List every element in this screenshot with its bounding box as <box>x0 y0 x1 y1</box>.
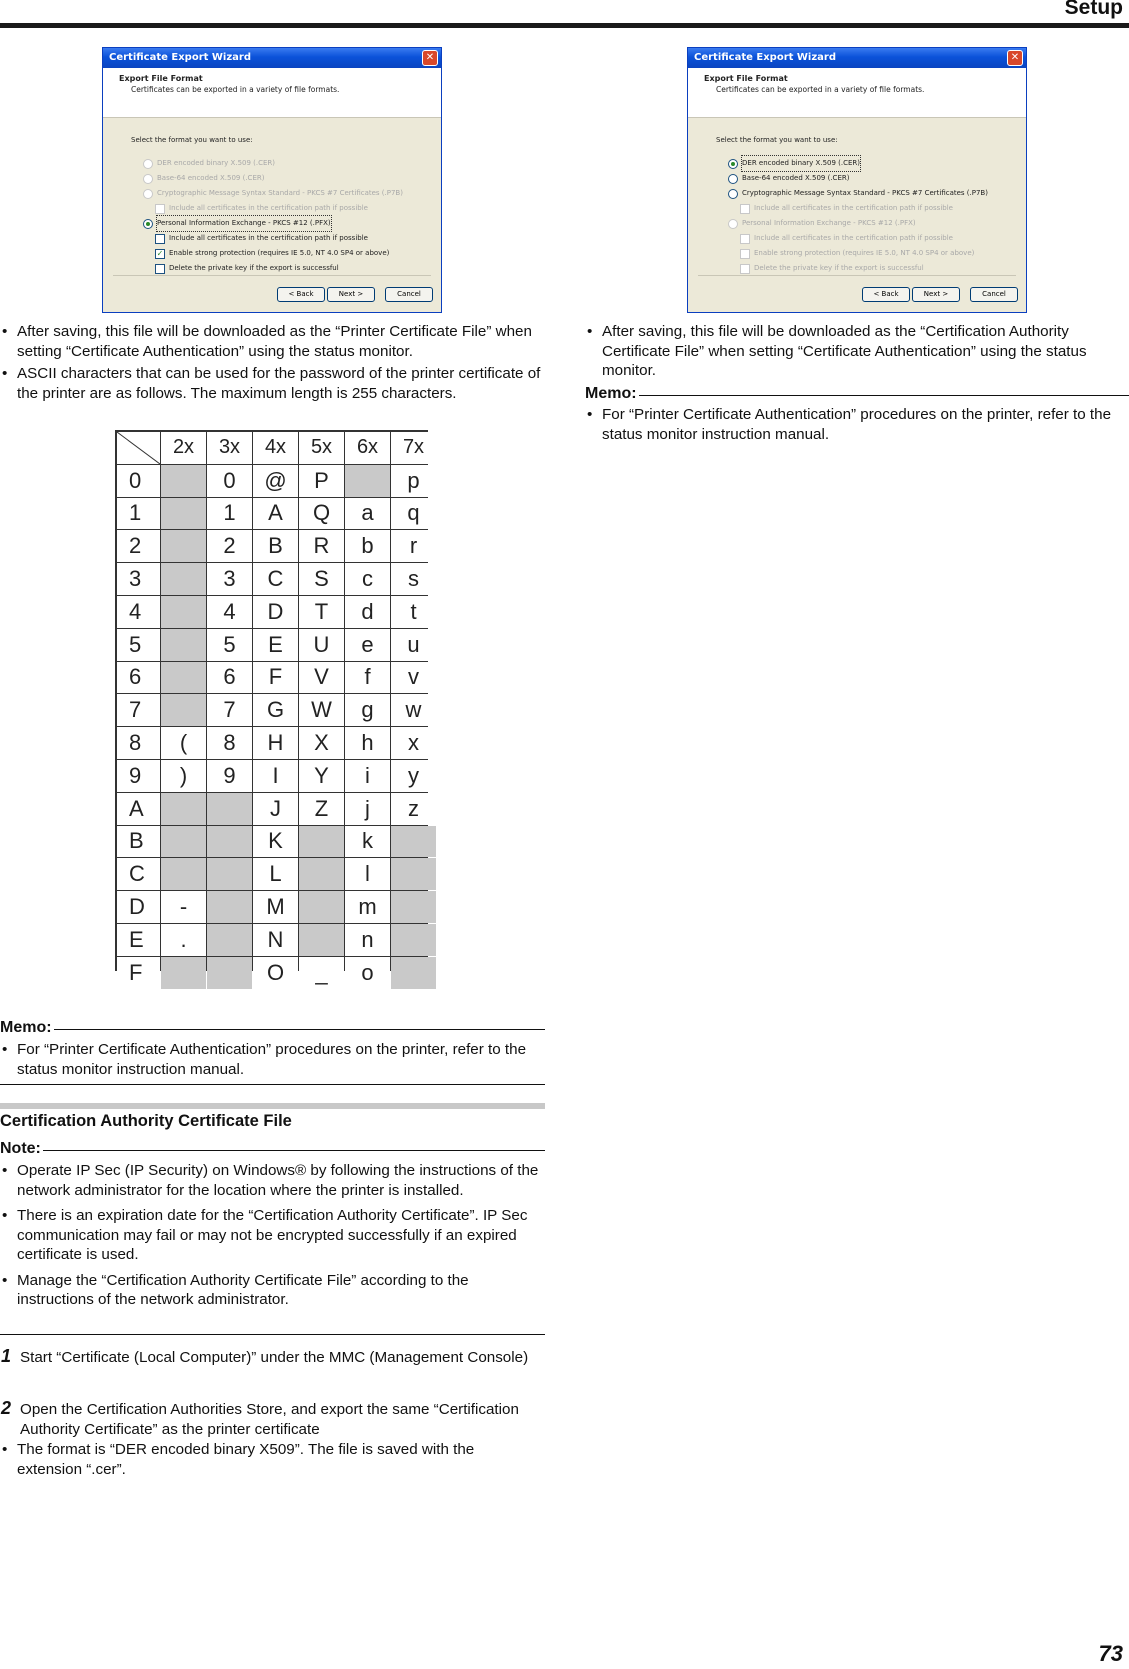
table-cell-empty <box>391 826 436 858</box>
checkbox-icon[interactable] <box>155 264 165 274</box>
export-wizard-dialog-der <box>687 47 1027 313</box>
radio-icon[interactable] <box>728 174 738 184</box>
option-include-path-p7b[interactable]: Include all certificates in the certification path if possible <box>740 201 1026 216</box>
step-text: Start “Certificate (Local Computer)” under the MMC (Management Console) <box>20 1349 529 1366</box>
table-cell: 2 <box>207 530 252 562</box>
right-bullets-top <box>585 322 1125 384</box>
table-cell-empty <box>161 957 206 989</box>
table-cell: W <box>299 694 344 726</box>
table-cell: x <box>391 727 436 759</box>
step-number: 1 <box>1 1346 12 1366</box>
table-cell-empty <box>299 826 344 858</box>
dialog-title: Certificate Export Wizard <box>109 52 252 63</box>
table-cell-empty <box>207 826 252 858</box>
table-cell: U <box>299 629 344 661</box>
ascii-character-table <box>115 430 428 985</box>
table-cell: d <box>345 596 390 628</box>
row-header: 0 <box>117 465 160 497</box>
checkbox-icon[interactable] <box>155 204 165 214</box>
table-cell: m <box>345 891 390 923</box>
table-cell: S <box>299 563 344 595</box>
back-button[interactable]: < Back <box>277 287 325 302</box>
note-bullets <box>0 1161 545 1313</box>
column-header: 6x <box>345 432 390 464</box>
header-rule <box>0 23 1129 28</box>
table-cell-empty <box>299 858 344 890</box>
step-1 <box>1 1346 540 1368</box>
bullet-item: • After saving, this file will be downloaded as the “Certification Authority Certificate File” when setting “Certificate Authentication” using the status monitor. <box>585 322 1125 381</box>
table-cell: Y <box>299 760 344 792</box>
table-cell-empty <box>207 891 252 923</box>
bullet-item: • For “Printer Certificate Authentication” procedures on the printer, refer to the status monitor instruction manual. <box>585 405 1125 444</box>
step-2 <box>1 1398 545 1439</box>
row-header: 5 <box>117 629 160 661</box>
bullet-item: • There is an expiration date for the “Certification Authority Certificate”. IP Sec communication may fail or may not be encrypted successfully if an expired certificate is used. <box>0 1206 545 1265</box>
table-cell: . <box>161 924 206 956</box>
column-header: 7x <box>391 432 436 464</box>
table-cell: 6 <box>207 662 252 694</box>
format-prompt: Select the format you want to use: <box>131 136 253 144</box>
row-header: 2 <box>117 530 160 562</box>
table-cell: @ <box>253 465 298 497</box>
table-cell: w <box>391 694 436 726</box>
radio-selected-icon[interactable] <box>143 219 153 229</box>
table-cell-empty <box>207 793 252 825</box>
table-cell-empty <box>207 858 252 890</box>
row-header: E <box>117 924 160 956</box>
table-cell-empty <box>299 891 344 923</box>
dialog-subheading: Certificates can be exported in a variety of file formats. <box>716 85 925 94</box>
table-cell-empty <box>161 530 206 562</box>
table-cell: 8 <box>207 727 252 759</box>
table-cell: J <box>253 793 298 825</box>
dialog-heading: Export File Format <box>119 74 203 83</box>
table-cell: s <box>391 563 436 595</box>
bullet-item: • Manage the “Certification Authority Certificate File” according to the instructions of the network administrator. <box>0 1271 545 1310</box>
checkbox-icon[interactable] <box>740 264 750 274</box>
dialog-header <box>688 68 1026 118</box>
row-header: B <box>117 826 160 858</box>
dialog-heading: Export File Format <box>704 74 788 83</box>
table-cell: P <box>299 465 344 497</box>
table-cell-empty <box>161 596 206 628</box>
row-header: D <box>117 891 160 923</box>
table-cell: H <box>253 727 298 759</box>
memo-label-left: Memo: <box>0 1019 545 1037</box>
row-header: C <box>117 858 160 890</box>
table-cell-empty <box>161 858 206 890</box>
table-cell: f <box>345 662 390 694</box>
memo-end-rule <box>0 1084 545 1085</box>
option-include-path-p7b[interactable]: Include all certificates in the certification path if possible <box>155 201 441 216</box>
table-cell: p <box>391 465 436 497</box>
table-cell: B <box>253 530 298 562</box>
memo-label-right: Memo: <box>585 385 1129 403</box>
table-cell: C <box>253 563 298 595</box>
row-header: 1 <box>117 498 160 530</box>
row-header: 3 <box>117 563 160 595</box>
table-cell-empty <box>207 924 252 956</box>
bullet-item: • ASCII characters that can be used for the password of the printer certificate of the printer are as follows. The maximum length is 255 characters. <box>0 364 545 403</box>
dialog-body <box>103 118 441 276</box>
row-header: 8 <box>117 727 160 759</box>
radio-icon[interactable] <box>143 159 153 169</box>
table-cell: L <box>253 858 298 890</box>
table-cell: 3 <box>207 563 252 595</box>
checkbox-icon[interactable] <box>740 249 750 259</box>
dialog-separator <box>698 275 1016 276</box>
option-delete-key[interactable]: Delete the private key if the export is successful <box>155 261 441 276</box>
note-end-rule <box>0 1334 545 1335</box>
table-cell: N <box>253 924 298 956</box>
note-label: Note: <box>0 1140 545 1158</box>
table-cell: u <box>391 629 436 661</box>
table-cell: ) <box>161 760 206 792</box>
table-cell: 5 <box>207 629 252 661</box>
table-cell: O <box>253 957 298 989</box>
table-cell: Q <box>299 498 344 530</box>
table-cell: k <box>345 826 390 858</box>
row-header: 4 <box>117 596 160 628</box>
table-cell-empty <box>161 563 206 595</box>
cancel-button[interactable]: Cancel <box>385 287 433 302</box>
next-button[interactable]: Next > <box>327 287 375 302</box>
row-header: 9 <box>117 760 160 792</box>
page-number: 73 <box>1098 1641 1123 1666</box>
table-cell: r <box>391 530 436 562</box>
table-cell: K <box>253 826 298 858</box>
checkbox-checked-icon[interactable]: ✓ <box>156 248 164 258</box>
table-cell: g <box>345 694 390 726</box>
bullet-item: • After saving, this file will be downloaded as the “Printer Certificate File” when setting “Certificate Authentication” using the status monitor. <box>0 322 545 361</box>
column-header: 2x <box>161 432 206 464</box>
table-cell-empty <box>207 957 252 989</box>
option-pkcs7[interactable]: Cryptographic Message Syntax Standard - PKCS #7 Certificates (.P7B) <box>728 186 1026 201</box>
table-cell-empty <box>161 694 206 726</box>
table-cell: Z <box>299 793 344 825</box>
table-cell: c <box>345 563 390 595</box>
option-strong-protection[interactable]: Enable strong protection (requires IE 5.0, NT 4.0 SP4 or above) <box>740 246 1026 261</box>
table-cell-empty <box>345 465 390 497</box>
table-cell: v <box>391 662 436 694</box>
dialog-separator <box>113 275 431 276</box>
table-cell: 0 <box>207 465 252 497</box>
table-cell: F <box>253 662 298 694</box>
table-cell: b <box>345 530 390 562</box>
table-cell: R <box>299 530 344 562</box>
column-header: 4x <box>253 432 298 464</box>
table-cell: 1 <box>207 498 252 530</box>
bullet-item: • For “Printer Certificate Authentication” procedures on the printer, refer to the status monitor instruction manual. <box>0 1040 540 1079</box>
table-cell-empty <box>161 826 206 858</box>
row-header: 7 <box>117 694 160 726</box>
table-cell: a <box>345 498 390 530</box>
table-cell-empty <box>299 924 344 956</box>
close-icon[interactable]: ✕ <box>1007 50 1023 66</box>
table-cell-empty <box>391 891 436 923</box>
table-cell: q <box>391 498 436 530</box>
table-corner-cell <box>117 432 160 464</box>
next-button[interactable]: Next > <box>912 287 960 302</box>
section-title: Certification Authority Certificate File <box>0 1112 292 1130</box>
back-button[interactable]: < Back <box>862 287 910 302</box>
step-number: 2 <box>1 1398 12 1418</box>
radio-icon[interactable] <box>728 189 738 199</box>
option-der[interactable]: DER encoded binary X.509 (.CER) <box>728 156 1026 171</box>
table-cell: 9 <box>207 760 252 792</box>
table-cell-empty <box>161 793 206 825</box>
table-cell: A <box>253 498 298 530</box>
dialog-title-bar <box>103 48 441 68</box>
table-cell-empty <box>391 924 436 956</box>
format-prompt: Select the format you want to use: <box>716 136 838 144</box>
radio-icon[interactable] <box>143 189 153 199</box>
dialog-title: Certificate Export Wizard <box>694 52 837 63</box>
close-icon[interactable]: ✕ <box>422 50 438 66</box>
table-cell: l <box>345 858 390 890</box>
option-pkcs7[interactable]: Cryptographic Message Syntax Standard - PKCS #7 Certificates (.P7B) <box>143 186 441 201</box>
table-cell: - <box>161 891 206 923</box>
table-cell: T <box>299 596 344 628</box>
row-header: F <box>117 957 160 989</box>
radio-selected-icon[interactable] <box>728 159 738 169</box>
row-header: 6 <box>117 662 160 694</box>
table-cell: I <box>253 760 298 792</box>
table-cell: 4 <box>207 596 252 628</box>
option-base64[interactable]: Base-64 encoded X.509 (.CER) <box>728 171 1026 186</box>
option-pfx[interactable]: Personal Information Exchange - PKCS #12 (.PFX) <box>728 216 1026 231</box>
table-cell-empty <box>161 465 206 497</box>
table-cell: i <box>345 760 390 792</box>
table-cell: M <box>253 891 298 923</box>
table-cell-empty <box>391 858 436 890</box>
cancel-button[interactable]: Cancel <box>970 287 1018 302</box>
right-memo-bullets <box>585 405 1125 447</box>
table-cell: j <box>345 793 390 825</box>
step-text: Open the Certification Authorities Store, and export the same “Certification Authority Certificate” as the printer certificate <box>20 1401 519 1438</box>
section-grey-bar <box>0 1103 545 1109</box>
option-strong-protection[interactable]: ✓ Enable strong protection (requires IE 5.0, NT 4.0 SP4 or above) <box>156 248 390 258</box>
table-cell-empty <box>161 498 206 530</box>
left-memo-bullets <box>0 1040 540 1082</box>
export-wizard-dialog-pfx <box>102 47 442 313</box>
dialog-title-bar <box>688 48 1026 68</box>
table-cell-empty <box>161 662 206 694</box>
table-cell: E <box>253 629 298 661</box>
option-der[interactable]: DER encoded binary X.509 (.CER) <box>143 156 441 171</box>
table-cell: G <box>253 694 298 726</box>
checkbox-icon[interactable] <box>155 234 165 244</box>
table-cell: y <box>391 760 436 792</box>
option-include-path-pfx[interactable]: Include all certificates in the certification path if possible <box>155 231 441 246</box>
dialog-header <box>103 68 441 118</box>
checkbox-icon[interactable] <box>740 204 750 214</box>
radio-icon[interactable] <box>143 174 153 184</box>
left-bullets-top <box>0 322 545 406</box>
table-cell: ( <box>161 727 206 759</box>
table-cell: 7 <box>207 694 252 726</box>
table-cell-empty <box>391 957 436 989</box>
checkbox-icon[interactable] <box>740 234 750 244</box>
table-cell: D <box>253 596 298 628</box>
page-header-title: Setup <box>1064 0 1123 19</box>
table-cell: o <box>345 957 390 989</box>
table-cell: z <box>391 793 436 825</box>
table-cell-empty <box>161 629 206 661</box>
radio-icon[interactable] <box>728 219 738 229</box>
column-header: 5x <box>299 432 344 464</box>
dialog-body <box>688 118 1026 276</box>
table-cell: n <box>345 924 390 956</box>
table-cell: X <box>299 727 344 759</box>
option-include-path-pfx[interactable]: Include all certificates in the certification path if possible <box>740 231 1026 246</box>
table-cell: h <box>345 727 390 759</box>
option-delete-key[interactable]: Delete the private key if the export is successful <box>740 261 1026 276</box>
step-bullets <box>0 1440 530 1482</box>
table-cell: _ <box>299 957 344 989</box>
table-cell: V <box>299 662 344 694</box>
option-base64[interactable]: Base-64 encoded X.509 (.CER) <box>143 171 441 186</box>
bullet-item: • Operate IP Sec (IP Security) on Windows® by following the instructions of the network administrator for the location where the printer is installed. <box>0 1161 545 1200</box>
table-cell: t <box>391 596 436 628</box>
bullet-item: • The format is “DER encoded binary X509”. The file is saved with the extension “.cer”. <box>0 1440 530 1479</box>
dialog-subheading: Certificates can be exported in a variety of file formats. <box>131 85 340 94</box>
column-header: 3x <box>207 432 252 464</box>
table-cell: e <box>345 629 390 661</box>
row-header: A <box>117 793 160 825</box>
option-pfx[interactable]: Personal Information Exchange - PKCS #12 (.PFX) <box>143 216 441 231</box>
